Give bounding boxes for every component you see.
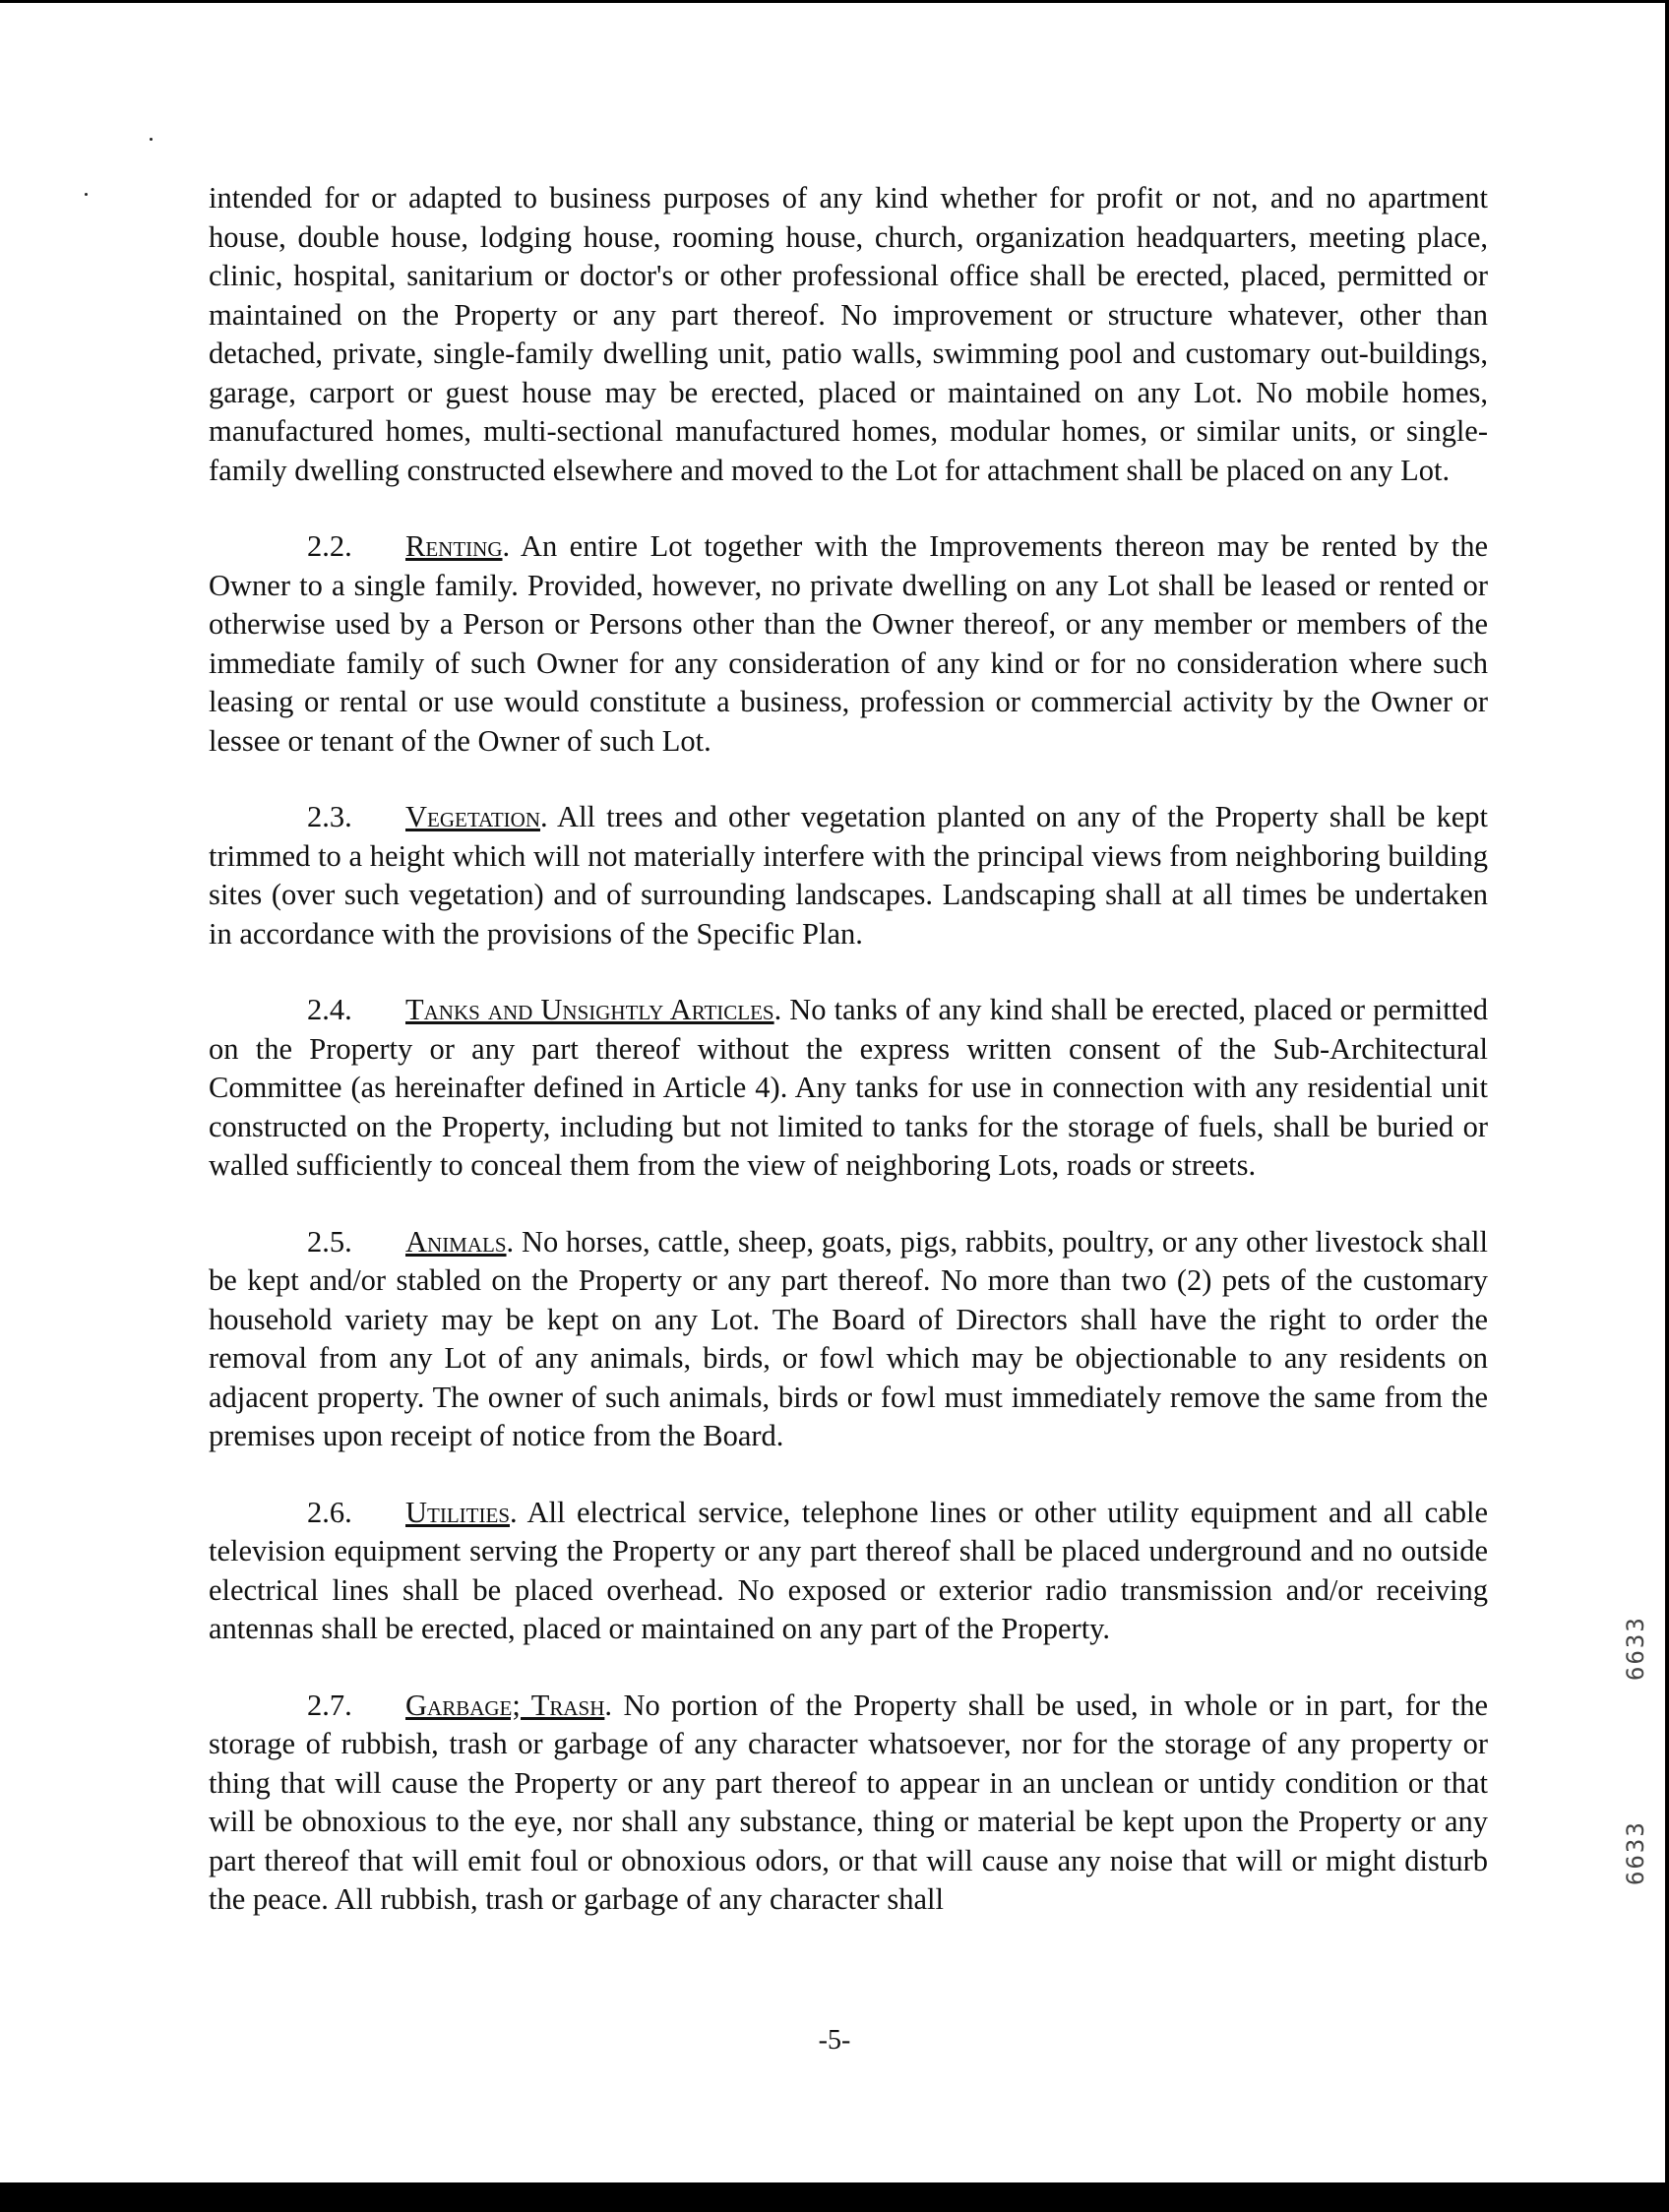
section-text: . No horses, cattle, sheep, goats, pigs, rabbits, poultry, or any other livestock shall be kept and/or stabled on the Property or any part thereof. No more than two (2) pets of the customary household variety may be kept on any Lot. The Board of Directors shall have the right to order the removal from any Lot of any animals, birds, or fowl which may be objectionable to any residents on adjacent property. The owner of such animals, birds or fowl must immediately remove the same from the premises upon receipt of notice from the Board. [209, 1224, 1488, 1452]
section-2-2 [209, 527, 1488, 761]
continuation-paragraph: intended for or adapted to business purposes of any kind whether for profit or not, and no apartment house, double house, lodging house, rooming house, church, organization headquarters, meeting place, clinic, hospital, sanitarium or doctor's or other professional office shall be erected, placed, permitted or maintained on the Property or any part thereof. No improvement or structure whatever, other than detached, private, single-family dwelling unit, patio walls, swimming pool and customary out-buildings, garage, carport or guest house may be erected, placed or maintained on any Lot. No mobile homes, manufactured homes, multi-sectional manufactured homes, modular homes, or similar units, or single-family dwelling constructed elsewhere and moved to the Lot for attachment shall be placed on any Lot. [209, 181, 1488, 487]
section-text: . No tanks of any kind shall be erected, placed or permitted on the Property or any part thereof without the express written consent of the Sub-Architectural Committee (as hereinafter defined in Article 4). Any tanks for use in connection with any residential unit constructed on the Property, including but not limited to tanks for the storage of fuels, shall be buried or walled sufficiently to conceal them from the view of neighboring Lots, roads or streets. [209, 993, 1488, 1182]
scan-border-bottom [0, 2182, 1669, 2212]
section-heading: Tanks and Unsightly Articles [405, 993, 774, 1026]
section-text: . All trees and other vegetation planted on any of the Property shall be kept trimmed to a height which will not materially interfere with the principal views from neighboring building sites (over such vegetation) and of surrounding landscapes. Landscaping shall at all times be undertaken in accordance with the provisions of the Specific Plan. [209, 800, 1488, 951]
section-heading: Utilities [405, 1495, 510, 1529]
section-text: . No portion of the Property shall be used, in whole or in part, for the storage of rubbish, trash or garbage of any character whatsoever, nor for the storage of any property or thing that will cause the Property or any part thereof to appear in an unclean or untidy condition or that will be obnoxious to the eye, nor shall any substance, thing or material be kept upon the Property or any part thereof that will emit foul or obnoxious odors, or that will cause any noise that will or might disturb the peace. All rubbish, trash or garbage of any character shall [209, 1688, 1488, 1916]
scan-speck [150, 138, 153, 141]
margin-stamp: 6633 [1622, 1820, 1649, 1885]
section-number: 2.4. [307, 993, 352, 1026]
section-2-4 [209, 991, 1488, 1186]
document-body [209, 179, 1488, 1957]
section-heading: Animals [405, 1224, 507, 1259]
section-text: . An entire Lot together with the Improvements thereon may be rented by the Owner to a single family. Provided, however, no private dwelling on any Lot shall be leased or rented or otherwise used by a Person or Persons other than the Owner thereof, or any member or members of the immediate family of such Owner for any consideration of any kind or for no consideration where such leasing or rental or use would constitute a business, profession or commercial activity by the Owner or lessee or tenant of the Owner of such Lot. [209, 529, 1488, 758]
section-2-5 [209, 1223, 1488, 1456]
scan-speck [85, 193, 88, 196]
section-heading: Vegetation [405, 800, 540, 833]
page-number: -5- [818, 2025, 851, 2056]
section-number: 2.5. [307, 1224, 352, 1259]
section-heading: Garbage; Trash [405, 1688, 605, 1722]
section-number: 2.3. [307, 800, 352, 833]
section-number: 2.2. [307, 529, 352, 563]
section-text: . All electrical service, telephone lines or other utility equipment and all cable television equipment serving the Property or any part thereof shall be placed underground and no outside electrical lines shall be placed overhead. No exposed or exterior radio transmission and/or receiving antennas shall be erected, placed or maintained on any part of the Property. [209, 1495, 1488, 1645]
section-2-7 [209, 1687, 1488, 1920]
margin-stamp: 6633 [1622, 1616, 1649, 1681]
section-heading: Renting [405, 529, 503, 563]
section-2-3 [209, 798, 1488, 953]
scan-border-right [1665, 0, 1669, 2212]
section-2-6 [209, 1494, 1488, 1649]
section-number: 2.7. [307, 1688, 352, 1722]
scan-border-top [0, 0, 1669, 3]
section-number: 2.6. [307, 1495, 352, 1529]
